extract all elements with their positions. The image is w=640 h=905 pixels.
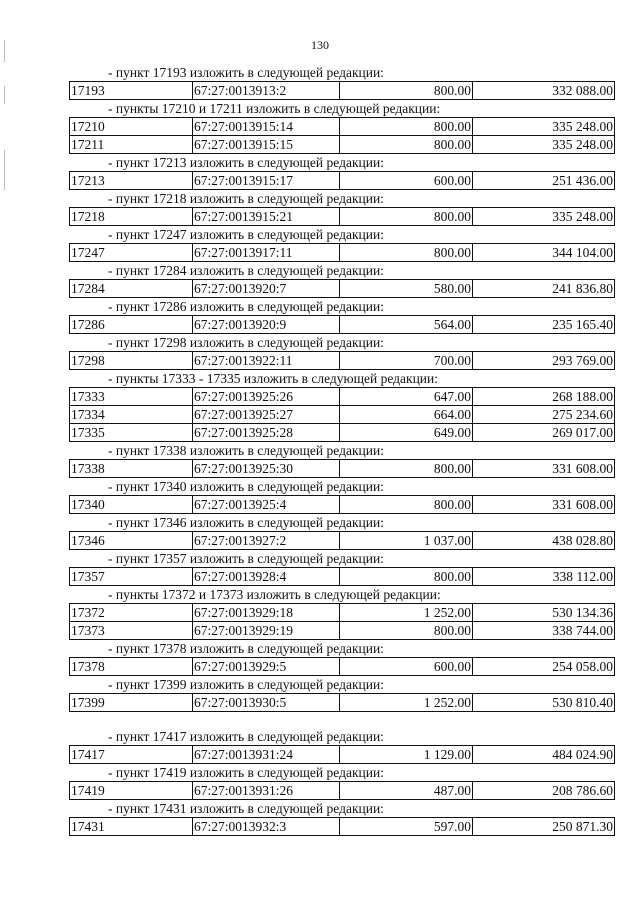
item-number-cell: 17372 xyxy=(70,604,193,622)
amendment-group xyxy=(0,334,640,370)
amendment-group xyxy=(0,514,640,550)
value-cell: 254 058.00 xyxy=(473,658,615,676)
amendment-group xyxy=(0,298,640,334)
amendment-group xyxy=(0,586,640,640)
value-cell: 530 134.36 xyxy=(473,604,615,622)
table-row xyxy=(70,136,615,154)
amendment-table xyxy=(69,243,615,262)
cadastral-number-cell: 67:27:0013925:27 xyxy=(193,406,340,424)
value-cell: 344 104.00 xyxy=(473,244,615,262)
cadastral-number-cell: 67:27:0013929:18 xyxy=(193,604,340,622)
amendment-heading: - пункт 17378 изложить в следующей редакции: xyxy=(108,641,384,656)
amendment-heading: - пункт 17399 изложить в следующей редакции: xyxy=(108,677,384,692)
item-number-cell: 17333 xyxy=(70,388,193,406)
cadastral-number-cell: 67:27:0013913:2 xyxy=(193,82,340,100)
amendment-table xyxy=(69,117,615,154)
amendment-heading: - пункт 17193 изложить в следующей редакции: xyxy=(108,65,384,80)
amendment-heading: - пункт 17417 изложить в следующей редакции: xyxy=(108,729,384,744)
amendment-group xyxy=(0,64,640,100)
cadastral-number-cell: 67:27:0013925:30 xyxy=(193,460,340,478)
amendment-heading: - пункты 17372 и 17373 изложить в следующей редакции: xyxy=(108,587,441,602)
item-number-cell: 17340 xyxy=(70,496,193,514)
area-cell: 1 252.00 xyxy=(340,604,473,622)
amendment-table xyxy=(69,207,615,226)
table-row xyxy=(70,460,615,478)
item-number-cell: 17335 xyxy=(70,424,193,442)
cadastral-number-cell: 67:27:0013930:5 xyxy=(193,694,340,712)
value-cell: 275 234.60 xyxy=(473,406,615,424)
amendment-table xyxy=(69,279,615,298)
table-row xyxy=(70,532,615,550)
amendment-heading: - пункт 17284 изложить в следующей редакции: xyxy=(108,263,384,278)
cadastral-number-cell: 67:27:0013922:11 xyxy=(193,352,340,370)
item-number-cell: 17286 xyxy=(70,316,193,334)
value-cell: 268 188.00 xyxy=(473,388,615,406)
item-number-cell: 17298 xyxy=(70,352,193,370)
area-cell: 800.00 xyxy=(340,118,473,136)
table-row xyxy=(70,208,615,226)
value-cell: 235 165.40 xyxy=(473,316,615,334)
amendment-heading: - пункты 17333 - 17335 изложить в следующей редакции: xyxy=(108,371,438,386)
cadastral-number-cell: 67:27:0013925:28 xyxy=(193,424,340,442)
item-number-cell: 17373 xyxy=(70,622,193,640)
amendment-table xyxy=(69,603,615,640)
amendment-table xyxy=(69,531,615,550)
area-cell: 600.00 xyxy=(340,172,473,190)
table-row xyxy=(70,316,615,334)
item-number-cell: 17417 xyxy=(70,746,193,764)
cadastral-number-cell: 67:27:0013932:3 xyxy=(193,818,340,836)
cadastral-number-cell: 67:27:0013920:7 xyxy=(193,280,340,298)
value-cell: 331 608.00 xyxy=(473,460,615,478)
item-number-cell: 17193 xyxy=(70,82,193,100)
amendment-table xyxy=(69,495,615,514)
amendment-group xyxy=(0,800,640,836)
amendments-document xyxy=(0,64,640,836)
amendment-table xyxy=(69,657,615,676)
area-cell: 800.00 xyxy=(340,208,473,226)
cadastral-number-cell: 67:27:0013917:11 xyxy=(193,244,340,262)
area-cell: 564.00 xyxy=(340,316,473,334)
item-number-cell: 17213 xyxy=(70,172,193,190)
table-row xyxy=(70,244,615,262)
table-row xyxy=(70,568,615,586)
amendment-table xyxy=(69,817,615,836)
amendment-table xyxy=(69,171,615,190)
amendment-heading: - пункты 17210 и 17211 изложить в следующей редакции: xyxy=(108,101,441,116)
amendment-heading: - пункт 17340 изложить в следующей редакции: xyxy=(108,479,384,494)
area-cell: 580.00 xyxy=(340,280,473,298)
table-row xyxy=(70,388,615,406)
amendment-group xyxy=(0,676,640,712)
amendment-heading: - пункт 17419 изложить в следующей редакции: xyxy=(108,765,384,780)
item-number-cell: 17334 xyxy=(70,406,193,424)
area-cell: 800.00 xyxy=(340,622,473,640)
value-cell: 484 024.90 xyxy=(473,746,615,764)
amendment-group xyxy=(0,262,640,298)
cadastral-number-cell: 67:27:0013927:2 xyxy=(193,532,340,550)
amendment-group xyxy=(0,550,640,586)
amendment-group xyxy=(0,154,640,190)
value-cell: 250 871.30 xyxy=(473,818,615,836)
cadastral-number-cell: 67:27:0013931:24 xyxy=(193,746,340,764)
table-row xyxy=(70,352,615,370)
value-cell: 331 608.00 xyxy=(473,496,615,514)
table-row xyxy=(70,782,615,800)
value-cell: 530 810.40 xyxy=(473,694,615,712)
table-row xyxy=(70,622,615,640)
page-number: 130 xyxy=(311,38,329,52)
amendment-table xyxy=(69,315,615,334)
amendment-group xyxy=(0,640,640,676)
amendment-heading: - пункт 17357 изложить в следующей редакции: xyxy=(108,551,384,566)
amendment-heading: - пункт 17431 изложить в следующей редакции: xyxy=(108,801,384,816)
amendment-table xyxy=(69,459,615,478)
table-row xyxy=(70,818,615,836)
table-row xyxy=(70,694,615,712)
cadastral-number-cell: 67:27:0013925:4 xyxy=(193,496,340,514)
area-cell: 647.00 xyxy=(340,388,473,406)
item-number-cell: 17211 xyxy=(70,136,193,154)
amendment-table xyxy=(69,781,615,800)
cadastral-number-cell: 67:27:0013915:14 xyxy=(193,118,340,136)
value-cell: 438 028.80 xyxy=(473,532,615,550)
area-cell: 1 129.00 xyxy=(340,746,473,764)
area-cell: 800.00 xyxy=(340,496,473,514)
area-cell: 800.00 xyxy=(340,244,473,262)
cadastral-number-cell: 67:27:0013915:21 xyxy=(193,208,340,226)
value-cell: 269 017.00 xyxy=(473,424,615,442)
item-number-cell: 17378 xyxy=(70,658,193,676)
scan-margin-mark xyxy=(4,40,5,62)
amendment-group xyxy=(0,190,640,226)
amendment-heading: - пункт 17338 изложить в следующей редакции: xyxy=(108,443,384,458)
table-row xyxy=(70,172,615,190)
amendment-table xyxy=(69,745,615,764)
amendment-group xyxy=(0,100,640,154)
value-cell: 335 248.00 xyxy=(473,118,615,136)
cadastral-number-cell: 67:27:0013929:5 xyxy=(193,658,340,676)
item-number-cell: 17210 xyxy=(70,118,193,136)
amendment-heading: - пункт 17298 изложить в следующей редакции: xyxy=(108,335,384,350)
value-cell: 332 088.00 xyxy=(473,82,615,100)
amendment-heading: - пункт 17247 изложить в следующей редакции: xyxy=(108,227,384,242)
cadastral-number-cell: 67:27:0013929:19 xyxy=(193,622,340,640)
item-number-cell: 17399 xyxy=(70,694,193,712)
area-cell: 800.00 xyxy=(340,136,473,154)
amendment-table xyxy=(69,351,615,370)
amendment-heading: - пункт 17213 изложить в следующей редакции: xyxy=(108,155,384,170)
item-number-cell: 17346 xyxy=(70,532,193,550)
cadastral-number-cell: 67:27:0013925:26 xyxy=(193,388,340,406)
table-row xyxy=(70,496,615,514)
area-cell: 1 252.00 xyxy=(340,694,473,712)
cadastral-number-cell: 67:27:0013915:17 xyxy=(193,172,340,190)
cadastral-number-cell: 67:27:0013920:9 xyxy=(193,316,340,334)
area-cell: 800.00 xyxy=(340,568,473,586)
blank-line xyxy=(0,712,640,728)
value-cell: 335 248.00 xyxy=(473,208,615,226)
amendment-heading: - пункт 17218 изложить в следующей редакции: xyxy=(108,191,384,206)
cadastral-number-cell: 67:27:0013931:26 xyxy=(193,782,340,800)
amendment-heading: - пункт 17346 изложить в следующей редакции: xyxy=(108,515,384,530)
value-cell: 338 744.00 xyxy=(473,622,615,640)
value-cell: 241 836.80 xyxy=(473,280,615,298)
table-row xyxy=(70,280,615,298)
area-cell: 800.00 xyxy=(340,460,473,478)
amendment-group xyxy=(0,370,640,442)
table-row xyxy=(70,424,615,442)
value-cell: 335 248.00 xyxy=(473,136,615,154)
table-row xyxy=(70,82,615,100)
amendment-group xyxy=(0,764,640,800)
amendment-group xyxy=(0,226,640,262)
area-cell: 800.00 xyxy=(340,82,473,100)
value-cell: 338 112.00 xyxy=(473,568,615,586)
item-number-cell: 17284 xyxy=(70,280,193,298)
amendment-group xyxy=(0,478,640,514)
table-row xyxy=(70,604,615,622)
item-number-cell: 17357 xyxy=(70,568,193,586)
area-cell: 597.00 xyxy=(340,818,473,836)
item-number-cell: 17338 xyxy=(70,460,193,478)
amendment-heading: - пункт 17286 изложить в следующей редакции: xyxy=(108,299,384,314)
value-cell: 208 786.60 xyxy=(473,782,615,800)
area-cell: 664.00 xyxy=(340,406,473,424)
area-cell: 1 037.00 xyxy=(340,532,473,550)
cadastral-number-cell: 67:27:0013928:4 xyxy=(193,568,340,586)
item-number-cell: 17419 xyxy=(70,782,193,800)
area-cell: 600.00 xyxy=(340,658,473,676)
amendment-group xyxy=(0,712,640,764)
area-cell: 649.00 xyxy=(340,424,473,442)
area-cell: 487.00 xyxy=(340,782,473,800)
value-cell: 251 436.00 xyxy=(473,172,615,190)
item-number-cell: 17431 xyxy=(70,818,193,836)
table-row xyxy=(70,118,615,136)
value-cell: 293 769.00 xyxy=(473,352,615,370)
amendment-table xyxy=(69,81,615,100)
cadastral-number-cell: 67:27:0013915:15 xyxy=(193,136,340,154)
item-number-cell: 17218 xyxy=(70,208,193,226)
item-number-cell: 17247 xyxy=(70,244,193,262)
table-row xyxy=(70,658,615,676)
amendment-table xyxy=(69,693,615,712)
area-cell: 700.00 xyxy=(340,352,473,370)
amendment-table xyxy=(69,387,615,442)
amendment-group xyxy=(0,442,640,478)
table-row xyxy=(70,406,615,424)
table-row xyxy=(70,746,615,764)
amendment-table xyxy=(69,567,615,586)
